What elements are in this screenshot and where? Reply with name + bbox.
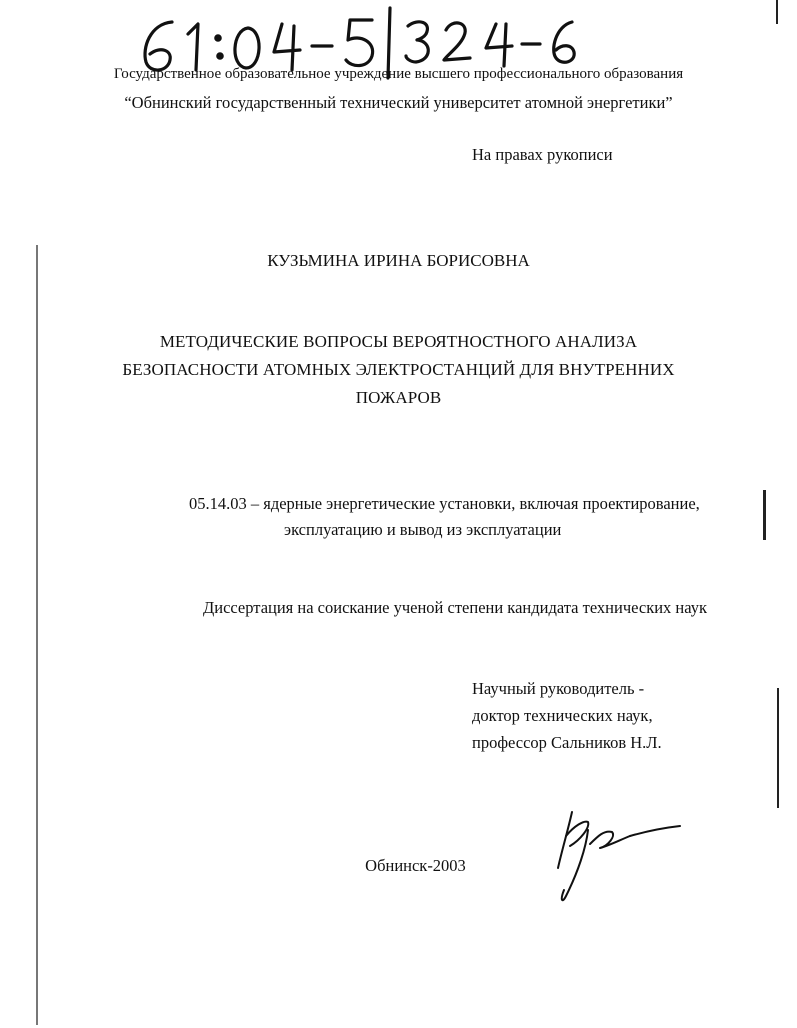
- scan-edge-left: [36, 245, 38, 1025]
- supervisor-line-2: доктор технических наук,: [472, 706, 653, 725]
- dissertation-degree: Диссертация на соискание ученой степени кандидата технических наук: [203, 598, 707, 617]
- institution-line-2: “Обнинский государственный технический университет атомной энергетики”: [124, 93, 673, 112]
- title-line-2: БЕЗОПАСНОСТИ АТОМНЫХ ЭЛЕКТРОСТАНЦИЙ ДЛЯ ВНУТРЕННИХ: [122, 360, 675, 379]
- supervisor-line-1: Научный руководитель -: [472, 679, 645, 698]
- institution-line-1: Государственное образовательное учреждение высшего профессионального образования: [113, 66, 684, 82]
- title-line-3: ПОЖАРОВ: [355, 388, 442, 407]
- specialty-line-2: эксплуатацию и вывод из эксплуатации: [284, 520, 562, 539]
- author-name: КУЗЬМИНА ИРИНА БОРИСОВНА: [267, 251, 530, 270]
- specialty-line-1: 05.14.03 – ядерные энергетические установки, включая проектирование,: [189, 494, 700, 513]
- supervisor-line-3: профессор Сальников Н.Л.: [472, 733, 662, 752]
- place-year: Обнинск-2003: [365, 856, 466, 875]
- scan-edge-right-2: [777, 688, 779, 808]
- manuscript-rights: На правах рукописи: [472, 145, 613, 164]
- title-line-1: МЕТОДИЧЕСКИЕ ВОПРОСЫ ВЕРОЯТНОСТНОГО АНАЛИЗА: [159, 332, 638, 351]
- scan-edge-top-right: [776, 0, 778, 24]
- scan-edge-right-1: [763, 490, 766, 540]
